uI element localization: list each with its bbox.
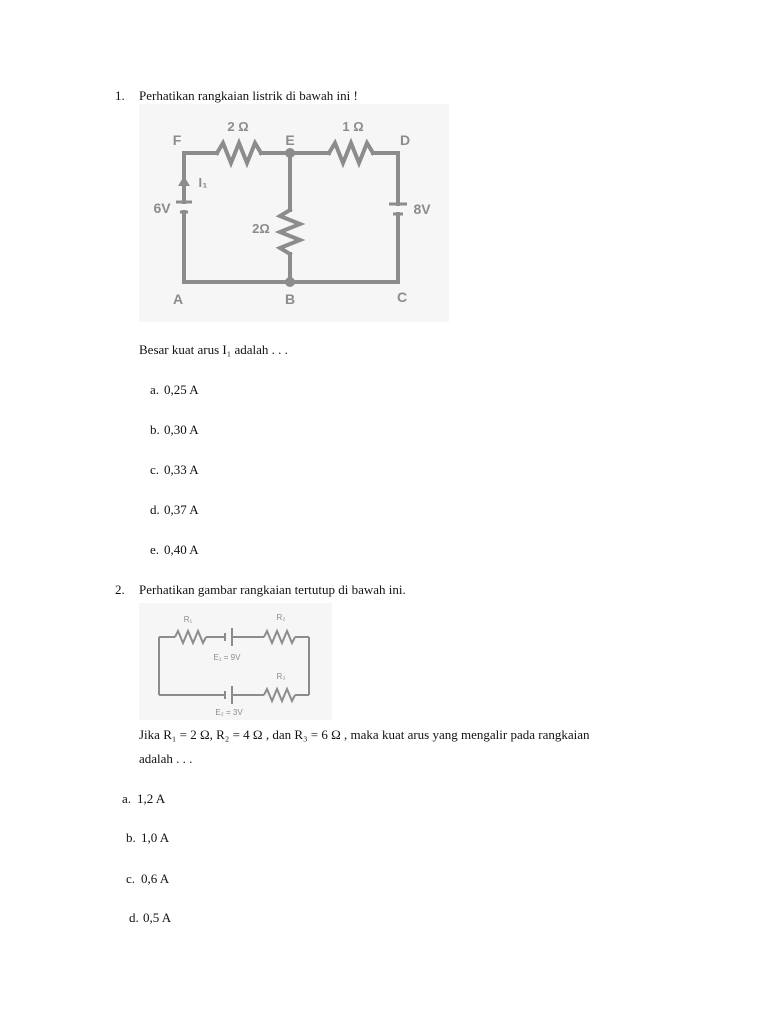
- node-label-f: F: [172, 132, 182, 148]
- label-e2: E₂ = 3V: [215, 708, 243, 717]
- q1-option-c-text: 0,33 A: [164, 462, 199, 477]
- q2-circuit-svg: [139, 603, 332, 720]
- q2-prompt: Perhatikan gambar rangkaian tertutup di bawah ini.: [139, 582, 406, 597]
- label-r-eb: 2Ω: [252, 221, 270, 236]
- node-label-e: E: [285, 132, 295, 148]
- label-current: I₁: [198, 175, 208, 190]
- label-v-right: 8V: [413, 201, 431, 217]
- q2-option-a-text: 1,2 A: [137, 791, 166, 806]
- node-b-dot: [285, 277, 295, 287]
- q1-option-c-letter: c.: [150, 462, 160, 477]
- resistor-r1: [175, 631, 206, 643]
- label-r1: R₁: [183, 615, 193, 624]
- resistor-ed: [329, 143, 373, 163]
- q1-option-a-text: 0,25 A: [164, 382, 199, 397]
- q2-option-d-letter: d.: [129, 910, 139, 925]
- label-r3: R₃: [276, 672, 286, 681]
- node-label-c: C: [396, 289, 408, 305]
- label-r-ed: 1 Ω: [342, 119, 364, 134]
- node-e-dot: [285, 148, 295, 158]
- q1-circuit-svg: [139, 104, 449, 322]
- label-e1: E₁ = 9V: [213, 653, 241, 662]
- resistor-eb: [280, 210, 300, 254]
- q1-option-a-letter: a.: [150, 382, 160, 397]
- q2-option-c-text: 0,6 A: [141, 871, 170, 886]
- q1-option-b-text: 0,30 A: [164, 422, 199, 437]
- q1-number: 1.: [115, 88, 125, 103]
- q2-question-line1: Jika R₁ = 2 Ω, R₂ = 4 Ω , dan R₃ = 6 Ω , maka kuat arus yang mengalir pada rangkaian: [139, 727, 590, 742]
- q1-option-d-text: 0,37 A: [164, 502, 199, 517]
- q2-circuit-figure: [139, 603, 332, 720]
- q1-option-e-text: 0,40 A: [164, 542, 199, 557]
- q2-number: 2.: [115, 582, 125, 597]
- q1-question: Besar kuat arus I₁ adalah . . .: [139, 342, 288, 357]
- label-r-fe: 2 Ω: [227, 119, 249, 134]
- q1-circuit-figure: [139, 104, 449, 322]
- node-label-d: D: [399, 132, 411, 148]
- label-v-left: 6V: [153, 200, 171, 216]
- q2-option-b-letter: b.: [126, 830, 136, 845]
- q2-option-a-letter: a.: [122, 791, 132, 806]
- q2-question-line2: adalah . . .: [139, 751, 193, 766]
- node-label-a: A: [172, 291, 184, 307]
- label-r2: R₂: [276, 613, 286, 622]
- current-arrow-icon: [178, 176, 190, 186]
- q1-option-b-letter: b.: [150, 422, 160, 437]
- q1-option-d-letter: d.: [150, 502, 160, 517]
- q2-option-b-text: 1,0 A: [141, 830, 170, 845]
- q1-prompt: Perhatikan rangkaian listrik di bawah ini !: [139, 88, 358, 103]
- q2-option-c-letter: c.: [126, 871, 136, 886]
- resistor-fe: [217, 143, 261, 163]
- node-label-b: B: [284, 291, 296, 307]
- resistor-r3: [264, 689, 295, 701]
- q1-option-e-letter: e.: [150, 542, 160, 557]
- q2-option-d-text: 0,5 A: [143, 910, 172, 925]
- resistor-r2: [264, 631, 295, 643]
